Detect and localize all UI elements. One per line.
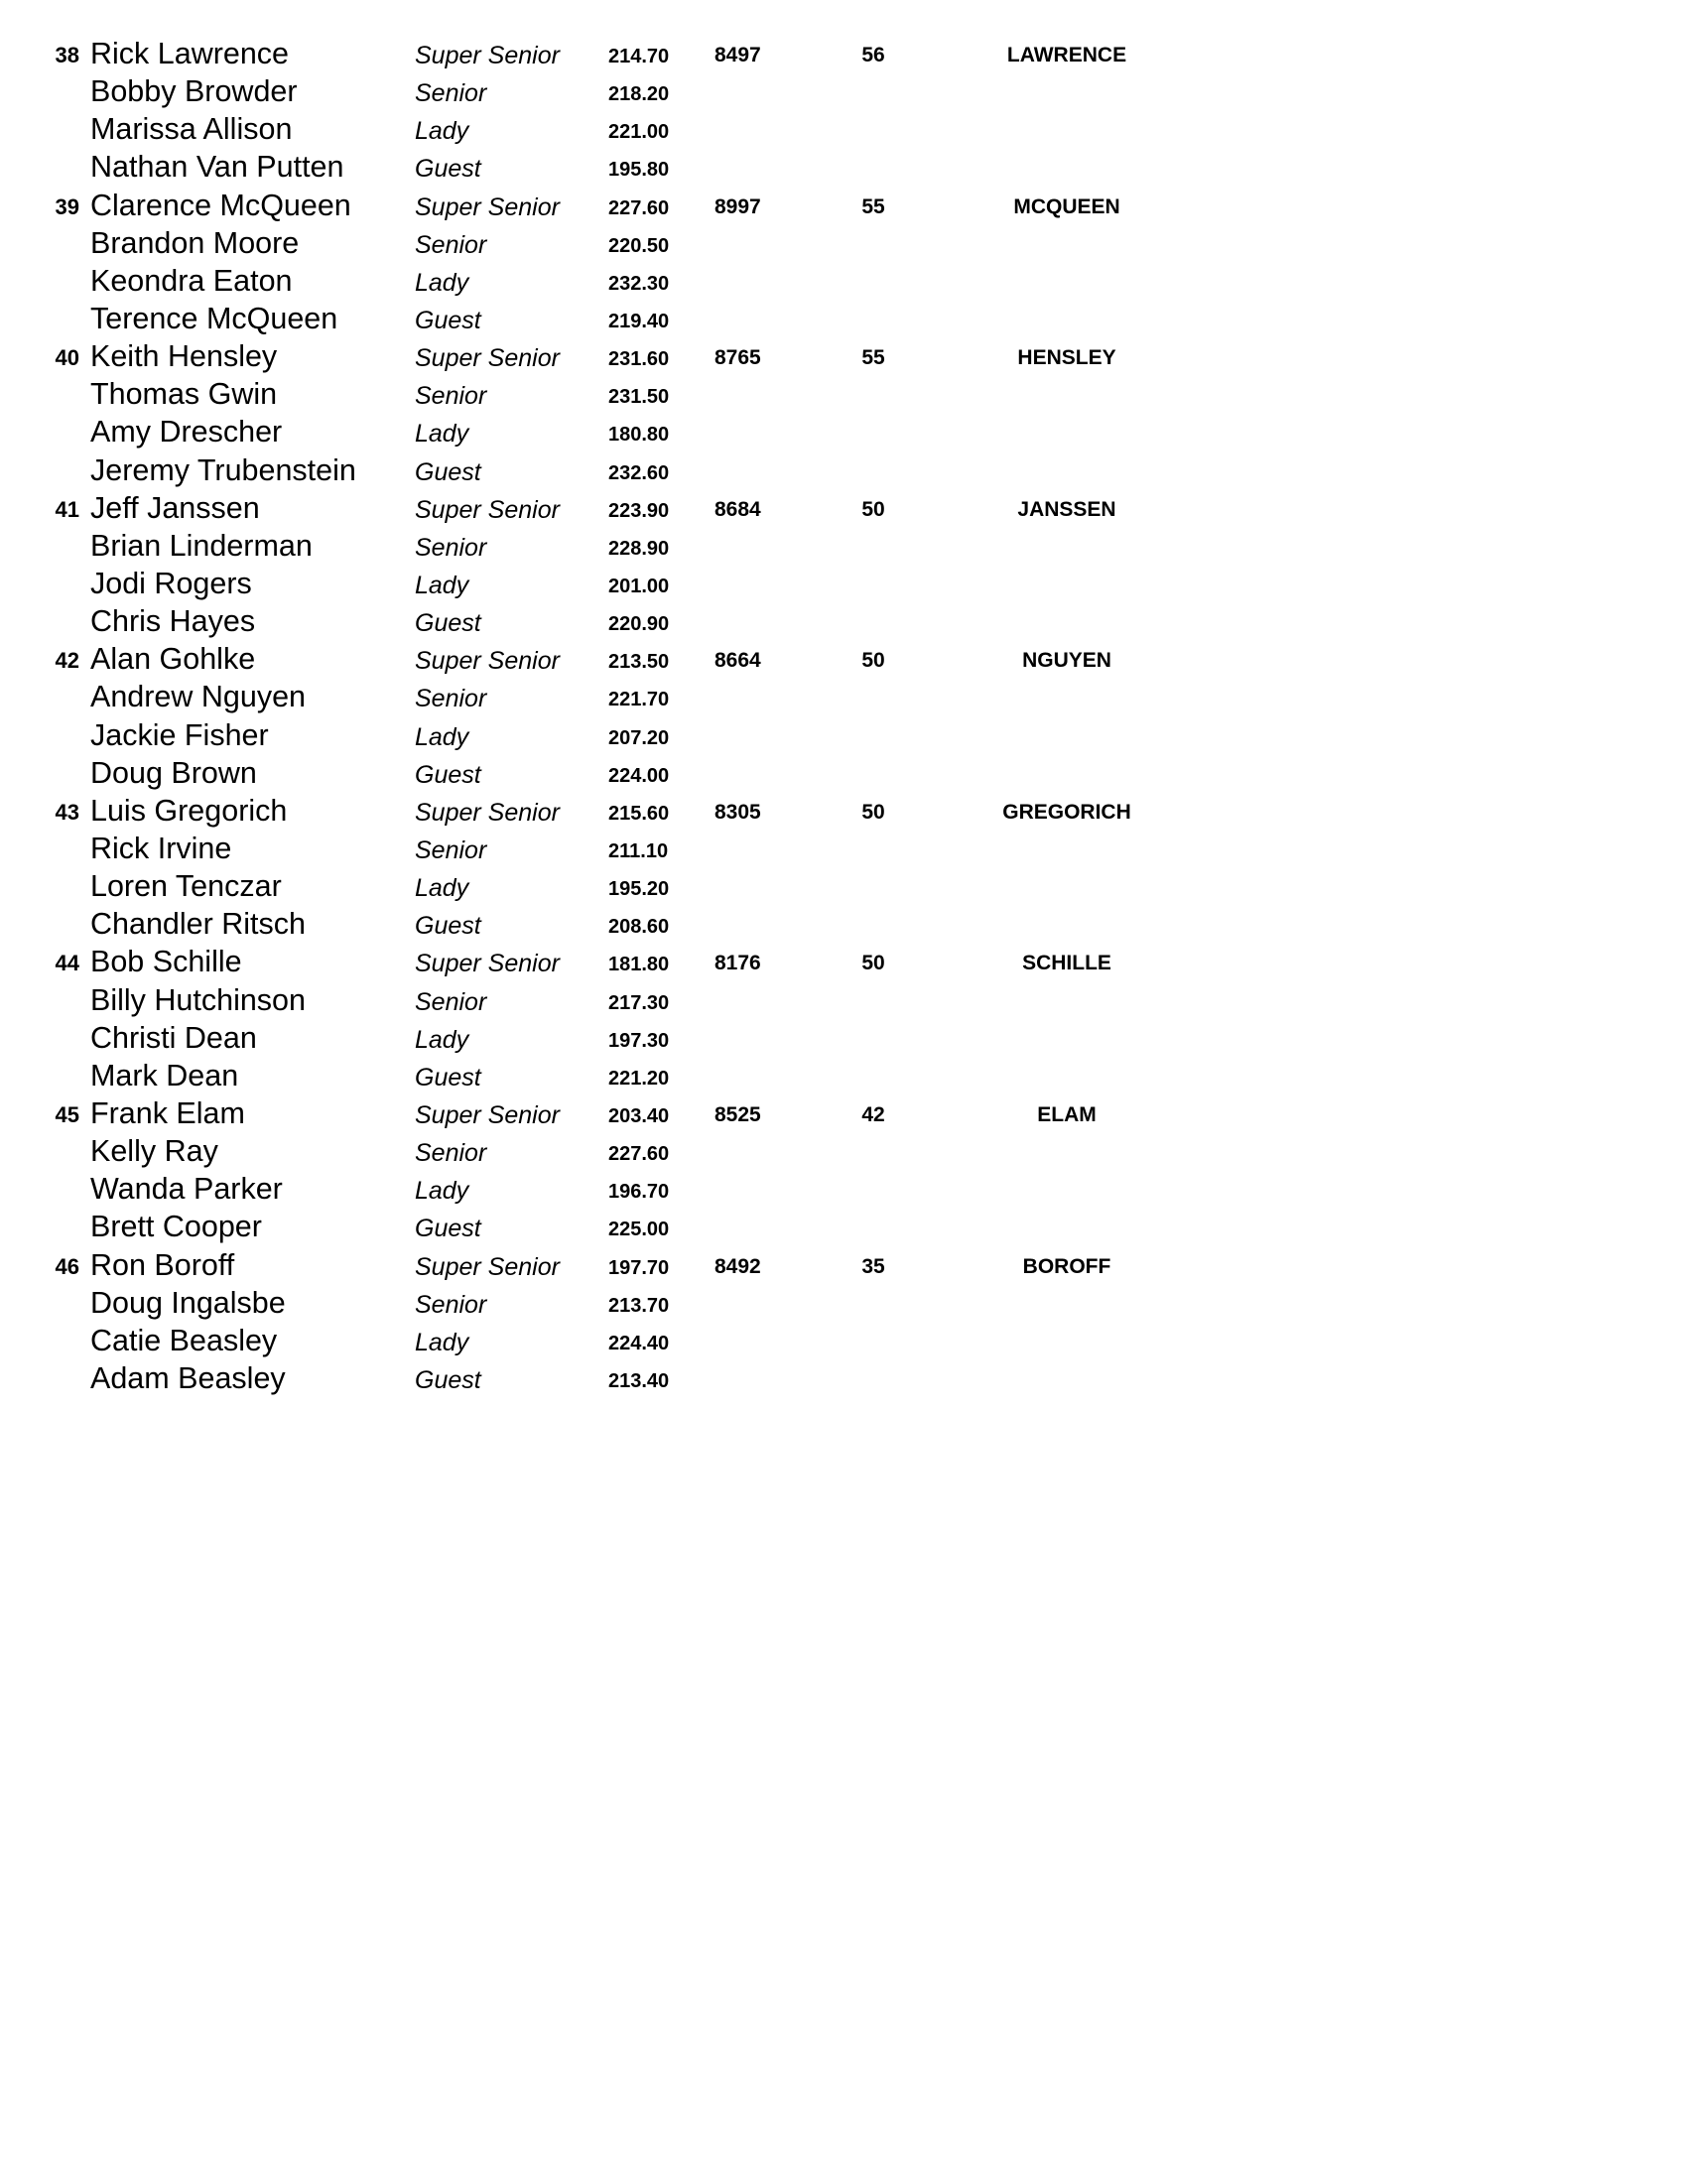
- member-row: [0, 566, 1688, 606]
- bowler-name: Luis Gregorich: [90, 793, 288, 828]
- team-total: 8997: [714, 194, 761, 218]
- bowler-category: Senior: [415, 79, 487, 108]
- bowler-name: Rick Lawrence: [90, 37, 290, 70]
- team-block: [0, 947, 1688, 1098]
- member-row: [0, 1212, 1688, 1249]
- member-row: [0, 755, 1688, 796]
- team-points: 42: [861, 1102, 885, 1126]
- team-name: MCQUEEN: [1013, 194, 1120, 218]
- bowler-category: Super Senior: [415, 193, 560, 221]
- bowler-average: 195.80: [608, 159, 670, 182]
- bowler-name: Jeremy Trubenstein: [90, 452, 356, 487]
- bowler-average: 231.60: [608, 348, 670, 371]
- team-lead-row: [0, 1247, 1688, 1288]
- team-name: BOROFF: [1022, 1254, 1111, 1278]
- bowler-category: Super Senior: [415, 344, 560, 373]
- team-lead-row: [0, 490, 1688, 531]
- team-name: ELAM: [1037, 1102, 1097, 1126]
- bowler-average: 208.60: [608, 916, 670, 939]
- bowler-average: 221.20: [608, 1067, 670, 1090]
- team-block: [0, 644, 1688, 796]
- team-block: [0, 490, 1688, 645]
- bowler-name: Catie Beasley: [90, 1323, 278, 1357]
- team-lead-row: [0, 947, 1688, 984]
- member-row: [0, 682, 1688, 719]
- member-row: [0, 1020, 1688, 1061]
- team-block: [0, 341, 1688, 493]
- bowler-category: Guest: [415, 1063, 481, 1092]
- team-lead-row: [0, 1095, 1688, 1136]
- team-block: [0, 188, 1688, 342]
- bowler-average: 203.40: [608, 1104, 670, 1127]
- team-points: 50: [861, 800, 885, 824]
- team-rank: 43: [55, 799, 79, 825]
- bowler-average: 223.90: [608, 499, 670, 522]
- bowler-average: 224.40: [608, 1332, 670, 1354]
- team-lead-row: [0, 188, 1688, 228]
- bowler-category: Super Senior: [415, 495, 560, 524]
- bowler-name: Loren Tenczar: [90, 869, 282, 904]
- bowler-category: Lady: [415, 1177, 469, 1206]
- bowler-name: Nathan Van Putten: [90, 150, 344, 185]
- team-block: [0, 1247, 1688, 1402]
- team-name: JANSSEN: [1017, 497, 1116, 521]
- bowler-category: Senior: [415, 230, 487, 259]
- bowler-name: Andrew Nguyen: [90, 680, 307, 714]
- team-rank: 42: [55, 648, 79, 674]
- bowler-name: Terence McQueen: [90, 301, 338, 335]
- bowler-name: Rick Irvine: [90, 831, 232, 865]
- bowler-category: Lady: [415, 268, 469, 297]
- bowler-average: 217.30: [608, 991, 670, 1014]
- team-rank: 40: [55, 345, 79, 371]
- member-row: [0, 1174, 1688, 1212]
- team-total: 8765: [714, 346, 761, 370]
- bowler-average: 221.00: [608, 121, 670, 144]
- team-name: SCHILLE: [1022, 952, 1111, 975]
- bowler-average: 181.80: [608, 954, 670, 976]
- bowler-name: Doug Brown: [90, 755, 257, 790]
- bowler-average: 228.90: [608, 537, 670, 560]
- bowler-average: 227.60: [608, 1143, 670, 1166]
- bowler-average: 227.60: [608, 196, 670, 219]
- bowler-name: Doug Ingalsbe: [90, 1285, 286, 1320]
- bowler-category: Guest: [415, 609, 481, 638]
- member-row: [0, 1360, 1688, 1401]
- team-total: 8492: [714, 1254, 761, 1278]
- bowler-category: Senior: [415, 382, 487, 411]
- team-block: [0, 1095, 1688, 1250]
- bowler-name: Bob Schille: [90, 945, 242, 979]
- bowler-category: Lady: [415, 420, 469, 449]
- bowler-name: Chris Hayes: [90, 604, 256, 639]
- team-total: 8664: [714, 649, 761, 673]
- team-total: 8497: [714, 44, 761, 66]
- standings-table: [0, 39, 1688, 1401]
- bowler-average: 220.50: [608, 234, 670, 257]
- bowler-average: 225.00: [608, 1219, 670, 1241]
- member-row: [0, 452, 1688, 493]
- bowler-name: Adam Beasley: [90, 1360, 286, 1395]
- bowler-category: Guest: [415, 912, 481, 941]
- bowler-name: Jodi Rogers: [90, 566, 252, 600]
- team-lead-row: [0, 793, 1688, 834]
- bowler-category: Super Senior: [415, 1252, 560, 1281]
- bowler-name: Alan Gohlke: [90, 642, 256, 677]
- member-row: [0, 1323, 1688, 1363]
- bowler-name: Keith Hensley: [90, 339, 278, 374]
- team-total: 8176: [714, 952, 761, 975]
- team-points: 55: [861, 194, 885, 218]
- bowler-category: Super Senior: [415, 647, 560, 676]
- team-rank: 45: [55, 1101, 79, 1127]
- member-row: [0, 1058, 1688, 1098]
- bowler-name: Thomas Gwin: [90, 377, 278, 412]
- bowler-average: 231.50: [608, 386, 670, 409]
- bowler-category: Super Senior: [415, 1100, 560, 1129]
- bowler-name: Keondra Eaton: [90, 263, 293, 298]
- team-name: NGUYEN: [1022, 649, 1111, 673]
- team-total: 8684: [714, 497, 761, 521]
- bowler-category: Senior: [415, 685, 487, 713]
- bowler-average: 213.50: [608, 651, 670, 674]
- bowler-category: Lady: [415, 571, 469, 599]
- member-row: [0, 263, 1688, 304]
- bowler-average: 180.80: [608, 424, 670, 447]
- member-row: [0, 871, 1688, 909]
- bowler-average: 232.60: [608, 461, 670, 484]
- team-name: LAWRENCE: [1006, 44, 1127, 66]
- team-total: 8305: [714, 800, 761, 824]
- team-name: HENSLEY: [1017, 346, 1116, 370]
- bowler-name: Jeff Janssen: [90, 490, 260, 525]
- team-points: 55: [861, 346, 885, 370]
- bowler-average: 201.00: [608, 575, 670, 597]
- bowler-category: Senior: [415, 1139, 487, 1168]
- bowler-category: Lady: [415, 874, 469, 903]
- bowler-category: Super Senior: [415, 950, 560, 978]
- bowler-name: Brian Linderman: [90, 528, 313, 563]
- member-row: [0, 1136, 1688, 1174]
- team-rank: 38: [55, 43, 79, 67]
- member-row: [0, 114, 1688, 152]
- bowler-name: Bobby Browder: [90, 74, 298, 109]
- member-row: [0, 528, 1688, 569]
- bowler-name: Mark Dean: [90, 1058, 239, 1092]
- bowler-average: 224.00: [608, 764, 670, 787]
- bowler-name: Kelly Ray: [90, 1134, 218, 1169]
- team-block: [0, 39, 1688, 191]
- bowler-name: Jackie Fisher: [90, 717, 269, 752]
- bowler-category: Senior: [415, 1290, 487, 1319]
- bowler-name: Frank Elam: [90, 1095, 245, 1130]
- member-row: [0, 1285, 1688, 1326]
- bowler-name: Christi Dean: [90, 1020, 257, 1055]
- bowler-name: Chandler Ritsch: [90, 907, 306, 942]
- member-row: [0, 152, 1688, 190]
- bowler-category: Super Senior: [415, 798, 560, 827]
- member-row: [0, 831, 1688, 871]
- bowler-category: Guest: [415, 306, 481, 334]
- team-total: 8525: [714, 1102, 761, 1126]
- team-lead-row: [0, 644, 1688, 682]
- bowler-category: Super Senior: [415, 42, 560, 69]
- member-row: [0, 606, 1688, 644]
- bowler-average: 214.70: [608, 46, 670, 67]
- bowler-category: Senior: [415, 533, 487, 562]
- team-rank: 44: [55, 951, 79, 976]
- team-rank: 39: [55, 193, 79, 219]
- team-points: 35: [861, 1254, 885, 1278]
- team-lead-row: [0, 341, 1688, 379]
- bowler-category: Guest: [415, 1365, 481, 1394]
- member-row: [0, 417, 1688, 454]
- member-row: [0, 76, 1688, 114]
- bowler-average: 232.30: [608, 272, 670, 295]
- team-rank: 41: [55, 496, 79, 522]
- member-row: [0, 717, 1688, 758]
- team-points: 50: [861, 497, 885, 521]
- bowler-average: 213.70: [608, 1294, 670, 1317]
- bowler-average: 195.20: [608, 878, 670, 901]
- bowler-average: 213.40: [608, 1369, 670, 1392]
- member-row: [0, 909, 1688, 947]
- bowler-average: 197.70: [608, 1256, 670, 1279]
- bowler-average: 196.70: [608, 1181, 670, 1204]
- team-block: [0, 793, 1688, 948]
- bowler-average: 211.10: [608, 839, 669, 862]
- bowler-category: Guest: [415, 760, 481, 789]
- member-row: [0, 301, 1688, 341]
- member-row: [0, 225, 1688, 266]
- bowler-name: Wanda Parker: [90, 1172, 283, 1207]
- bowler-average: 215.60: [608, 802, 670, 825]
- team-points: 56: [861, 44, 885, 66]
- bowler-average: 207.20: [608, 726, 670, 749]
- bowler-category: Senior: [415, 835, 487, 864]
- member-row: [0, 379, 1688, 417]
- bowler-name: Brandon Moore: [90, 225, 300, 260]
- bowler-name: Brett Cooper: [90, 1210, 262, 1244]
- bowler-average: 219.40: [608, 310, 670, 332]
- bowler-category: Lady: [415, 1328, 469, 1356]
- team-lead-row: [0, 39, 1688, 76]
- bowler-name: Ron Boroff: [90, 1247, 235, 1282]
- member-row: [0, 982, 1688, 1023]
- bowler-category: Lady: [415, 1025, 469, 1054]
- bowler-category: Senior: [415, 987, 487, 1016]
- bowler-category: Guest: [415, 457, 481, 486]
- bowler-average: 220.90: [608, 613, 670, 636]
- team-points: 50: [861, 649, 885, 673]
- bowler-average: 221.70: [608, 689, 670, 711]
- bowler-category: Guest: [415, 155, 481, 184]
- bowler-name: Marissa Allison: [90, 112, 293, 147]
- bowler-category: Guest: [415, 1215, 481, 1243]
- bowler-name: Clarence McQueen: [90, 188, 351, 222]
- bowler-category: Lady: [415, 722, 469, 751]
- team-name: GREGORICH: [1002, 800, 1131, 824]
- team-rank: 46: [55, 1253, 79, 1279]
- team-points: 50: [861, 952, 885, 975]
- bowler-name: Billy Hutchinson: [90, 982, 306, 1017]
- bowler-average: 218.20: [608, 83, 670, 106]
- bowler-name: Amy Drescher: [90, 415, 283, 450]
- bowler-category: Lady: [415, 117, 469, 146]
- bowler-average: 197.30: [608, 1029, 670, 1052]
